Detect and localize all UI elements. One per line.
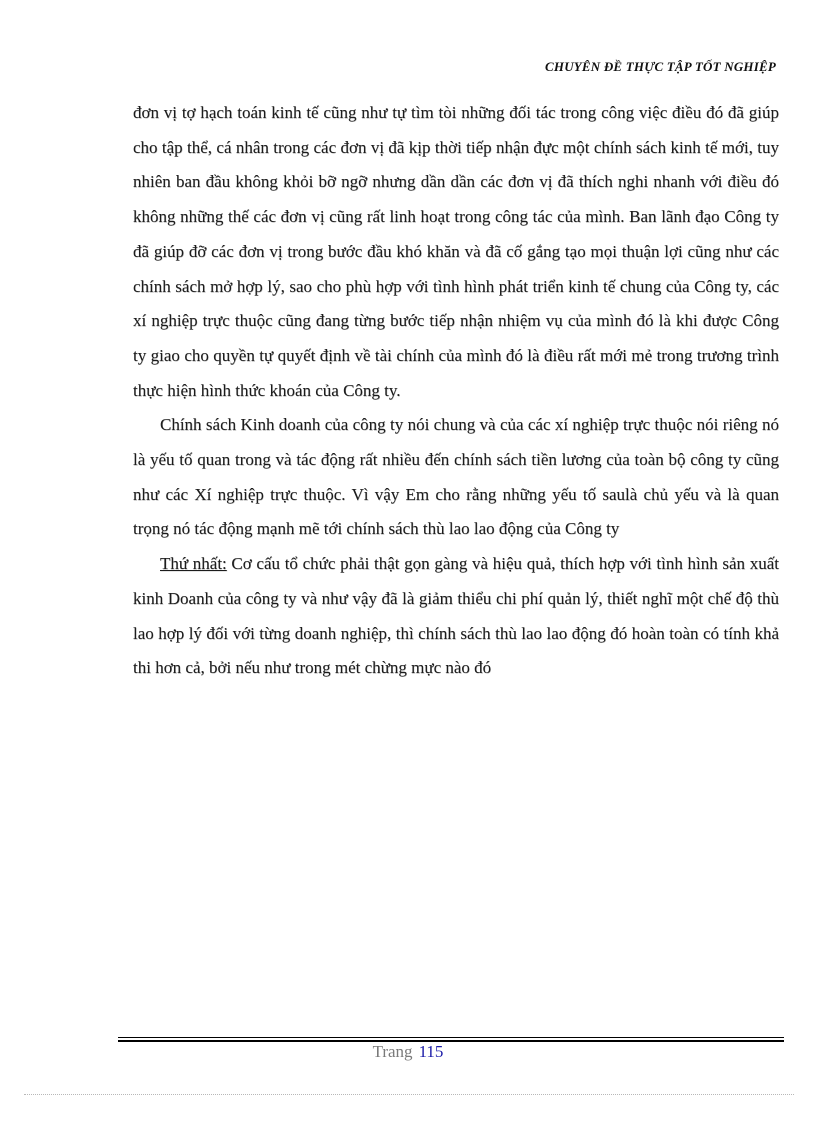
document-header-title: CHUYÊN ĐỀ THỰC TẬP TỐT NGHIỆP <box>545 59 776 74</box>
paragraph-3-lead: Thứ nhất: <box>160 554 227 574</box>
paragraph-2: Chính sách Kinh doanh của công ty nói chung và của các xí nghiệp trực thuộc nói riêng nó là yếu tố quan trong và tác động rất nhiều đến chính sách tiền lương của toàn bộ công ty cũng như các Xí nghiệp trực thuộc. Vì vậy Em cho rằng những yếu tố saulà chủ yếu và là quan trọng nó tác động mạnh mẽ tới chính sách thù lao lao động của Công ty <box>133 415 779 539</box>
page-number: 115 <box>418 1042 444 1061</box>
page-footer <box>0 1042 816 1062</box>
page-bottom-dotted-line <box>24 1094 794 1095</box>
document-body <box>133 96 779 686</box>
paragraph-1: đơn vị tợ hạch toán kinh tế cũng như tự tìm tòi những đối tác trong công việc điều đó đã giúp cho tập thể, cá nhân trong các đơn vị đã kịp thời tiếp nhận đực một chính sách kinh tế mới, tuy nhiên ban đầu không khỏi bỡ ngỡ nhưng dần dần các đơn vị đã thích nghi nhanh với điều đó không những thế các đơn vị cũng rất linh hoạt trong công tác của mình. Ban lãnh đạo Công ty đã giúp đỡ các đơn vị trong bước đầu khó khăn và đã cố gắng tạo mọi thuận lợi cũng như các chính sách mở hợp lý, sao cho phù hợp với tình hình phát triển kinh tế chung của Công ty, các xí nghiệp trực thuộc cũng đang từng bước tiếp nhận nhiệm vụ của mình đó là khi được Công ty giao cho quyền tự quyết định về tài chính của mình đó là điều rất mới mẻ trong trương trình thực hiện hình thức khoán của Công ty. <box>133 103 779 400</box>
paragraph-3-text: Cơ cấu tổ chức phải thật gọn gàng và hiệu quả, thích hợp với tình hình sản xuất kinh Doanh của công ty và như vậy đã là giảm thiểu chi phí quản lý, thiết nghĩ một chế độ thù lao hợp lý đối với từng doanh nghiệp, thì chính sách thù lao lao động đó hoàn toàn có tính khả thi hơn cả, bởi nếu như trong mét chừng mực nào đó <box>133 554 780 678</box>
page-label: Trang <box>372 1042 413 1061</box>
paragraph-3 <box>133 547 779 686</box>
